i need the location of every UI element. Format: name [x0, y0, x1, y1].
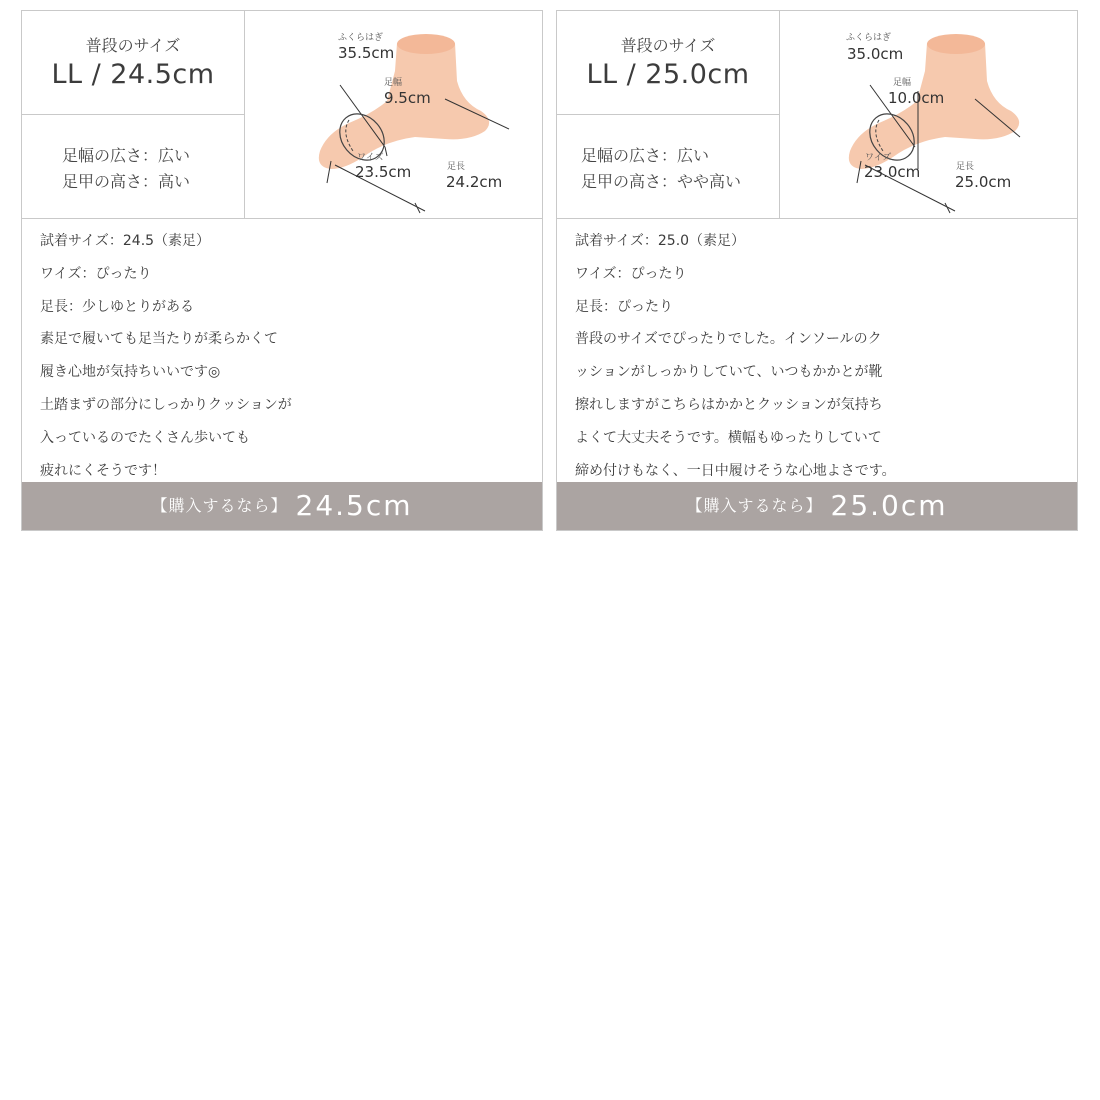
wise-value: 23.5cm [355, 163, 412, 181]
purchase-prefix: 【購入するなら】 [151, 496, 288, 515]
instep-height-line: 足甲の高さ：高い [62, 172, 191, 191]
purchase-size: 25.0cm [830, 489, 948, 522]
foot-features-cell [22, 115, 245, 218]
usual-size-cell [22, 11, 245, 115]
purchase-prefix: 【購入するなら】 [686, 496, 823, 515]
foot-diagram [245, 11, 542, 218]
review-card-2 [556, 10, 1078, 531]
usual-size-value: LL / 24.5cm [51, 59, 215, 90]
foot-features-cell [557, 115, 780, 218]
foot-illustration [245, 11, 542, 218]
review-line: 試着サイズ：25.0（素足） [575, 233, 746, 249]
calf-top [927, 34, 985, 54]
foot-diagram [780, 11, 1077, 218]
foot-length-label: 足長 [956, 162, 975, 172]
foot-width-line: 足幅の広さ：広い [581, 146, 710, 165]
usual-size-cell [557, 11, 780, 115]
calf-top [397, 34, 455, 54]
usual-size-value: LL / 25.0cm [586, 59, 750, 90]
usual-size-label: 普段のサイズ [620, 36, 716, 55]
calf-value: 35.0cm [847, 45, 904, 63]
review-line: 疲れにくそうです！ [40, 462, 166, 479]
review-line: 普段のサイズでぴったりでした。インソールのク [575, 331, 882, 348]
review-line: 試着サイズ：24.5（素足） [40, 233, 211, 249]
review-line: 足長：ぴったり [575, 298, 673, 315]
instep-height-line: 足甲の高さ：やや高い [581, 172, 742, 191]
foot-length-value: 24.2cm [446, 173, 503, 191]
review-line: 入っているのでたくさん歩いても [40, 429, 250, 446]
review-line: 締め付けもなく、一日中履けそうな心地よさです。 [575, 462, 896, 479]
size-info-panel [22, 11, 542, 219]
review-text [40, 225, 542, 483]
review-line: 土踏まずの部分にしっかりクッションが [40, 396, 292, 413]
foot-length-label: 足長 [447, 162, 466, 172]
purchase-recommendation-bar [22, 482, 542, 530]
foot-width-value: 9.5cm [384, 89, 431, 107]
review-line: よくて大丈夫そうです。横幅もゆったりしていて [575, 429, 882, 446]
purchase-recommendation-bar [557, 482, 1077, 530]
foot-width-line: 足幅の広さ：広い [62, 146, 191, 165]
calf-label: ふくらはぎ [338, 33, 384, 43]
wise-label: ワイズ [357, 153, 384, 163]
review-line: ッションがしっかりしていて、いつもかかとが靴 [575, 364, 883, 381]
review-line: ワイズ：ぴったり [575, 265, 687, 282]
size-info-panel [557, 11, 1077, 219]
foot-width-label: 足幅 [384, 78, 403, 88]
foot-width-value: 10.0cm [888, 89, 945, 107]
foot-length-value: 25.0cm [955, 173, 1012, 191]
review-card-1 [21, 10, 543, 531]
calf-value: 35.5cm [338, 44, 395, 62]
review-line: ワイズ：ぴったり [40, 265, 152, 282]
review-line: 素足で履いても足当たりが柔らかくて [40, 331, 278, 348]
review-text [575, 225, 1077, 483]
review-line: 擦れしますがこちらはかかとクッションが気持ち [575, 396, 883, 413]
wise-label: ワイズ [865, 153, 892, 163]
foot-width-label: 足幅 [893, 78, 912, 88]
wise-value: 23.0cm [864, 163, 921, 181]
foot-illustration [780, 11, 1077, 218]
usual-size-label: 普段のサイズ [85, 36, 181, 55]
review-line: 履き心地が気持ちいいです◎ [40, 364, 221, 381]
purchase-size: 24.5cm [295, 489, 413, 522]
calf-label: ふくらはぎ [846, 33, 892, 43]
review-line: 足長：少しゆとりがある [40, 298, 194, 315]
